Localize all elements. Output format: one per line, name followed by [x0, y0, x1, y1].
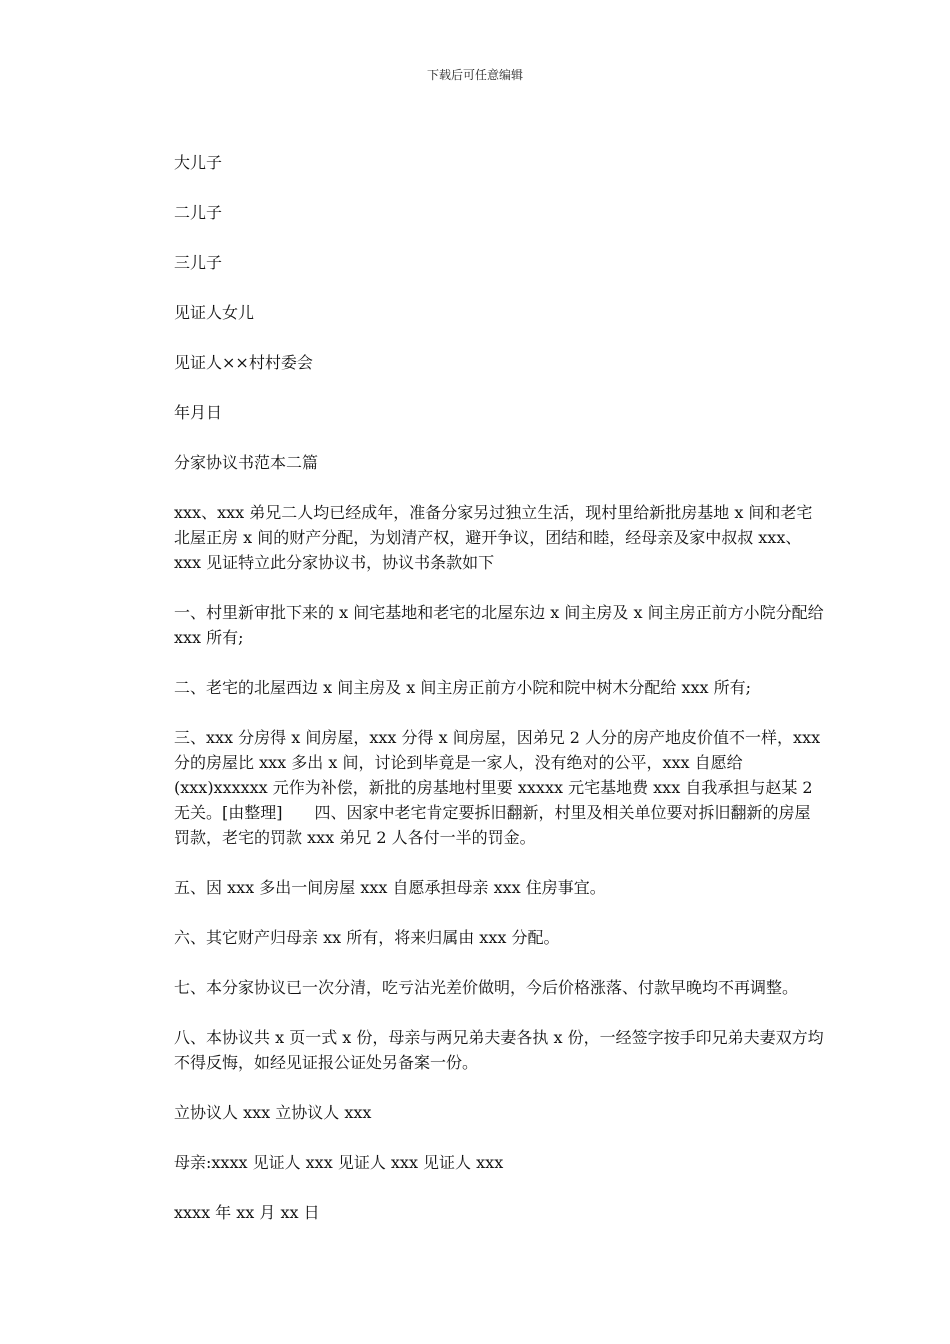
date-line: 年月日	[174, 403, 223, 422]
paragraph: xxx、xxx 弟兄二人均已经成年，准备分家另过独立生活，现村里给新批房基地 x 间和老宅北屋正房 x 间的财产分配，为划清产权，避开争议，团结和睦，经母亲及家中叔叔 xxx、xxx 见证特立此分家协议书，协议书条款如下	[174, 503, 813, 572]
signature-line: 二儿子	[174, 203, 223, 222]
signature-line: 三儿子	[174, 253, 223, 272]
document-title: 分家协议书范本二篇	[174, 453, 319, 472]
paragraph: 八、本协议共 x 页一式 x 份，母亲与两兄弟夫妻各执 x 份，一经签字按手印兄弟夫妻双方均不得反悔，如经见证报公证处另备案一份。	[174, 1028, 824, 1072]
page-header: 下载后可任意编辑	[426, 68, 523, 82]
closing-line: 立协议人 xxx 立协议人 xxx	[174, 1103, 372, 1122]
closing-date: xxxx 年 xx 月 xx 日	[174, 1203, 320, 1222]
paragraph: 五、因 xxx 多出一间房屋 xxx 自愿承担母亲 xxx 住房事宜。	[174, 878, 606, 897]
closing-line: 母亲:xxxx 见证人 xxx 见证人 xxx 见证人 xxx	[174, 1153, 504, 1172]
paragraph: 三、xxx 分房得 x 间房屋，xxx 分得 x 间房屋，因弟兄 2 人分的房产地皮价值不一样，xxx 分的房屋比 xxx 多出 x 间，讨论到毕竟是一家人，没有绝对的公平，xxx 自愿给(xxx)xxxxxx 元作为补偿，新批的房基地村里要 xxxxx 元宅基地费 xxx 自我承担与赵某 2 无关。[由整理] 四、因家中老宅肯定要拆旧翻新，村里及相关单位要对拆旧翻新的房屋罚款，老宅的罚款 xxx 弟兄 2 人各付一半的罚金。	[174, 728, 821, 847]
signature-line: 见证人××村村委会	[174, 353, 313, 372]
paragraph: 一、村里新审批下来的 x 间宅基地和老宅的北屋东边 x 间主房及 x 间主房正前方小院分配给 xxx 所有;	[174, 603, 824, 647]
document-body	[174, 150, 824, 1250]
signature-line: 大儿子	[174, 153, 223, 172]
paragraph: 七、本分家协议已一次分清，吃亏沾光差价做明，今后价格涨落、付款早晚均不再调整。	[174, 978, 799, 997]
signature-line: 见证人女儿	[174, 303, 255, 322]
paragraph: 二、老宅的北屋西边 x 间主房及 x 间主房正前方小院和院中树木分配给 xxx 所有;	[174, 678, 752, 697]
paragraph: 六、其它财产归母亲 xx 所有，将来归属由 xxx 分配。	[174, 928, 560, 947]
